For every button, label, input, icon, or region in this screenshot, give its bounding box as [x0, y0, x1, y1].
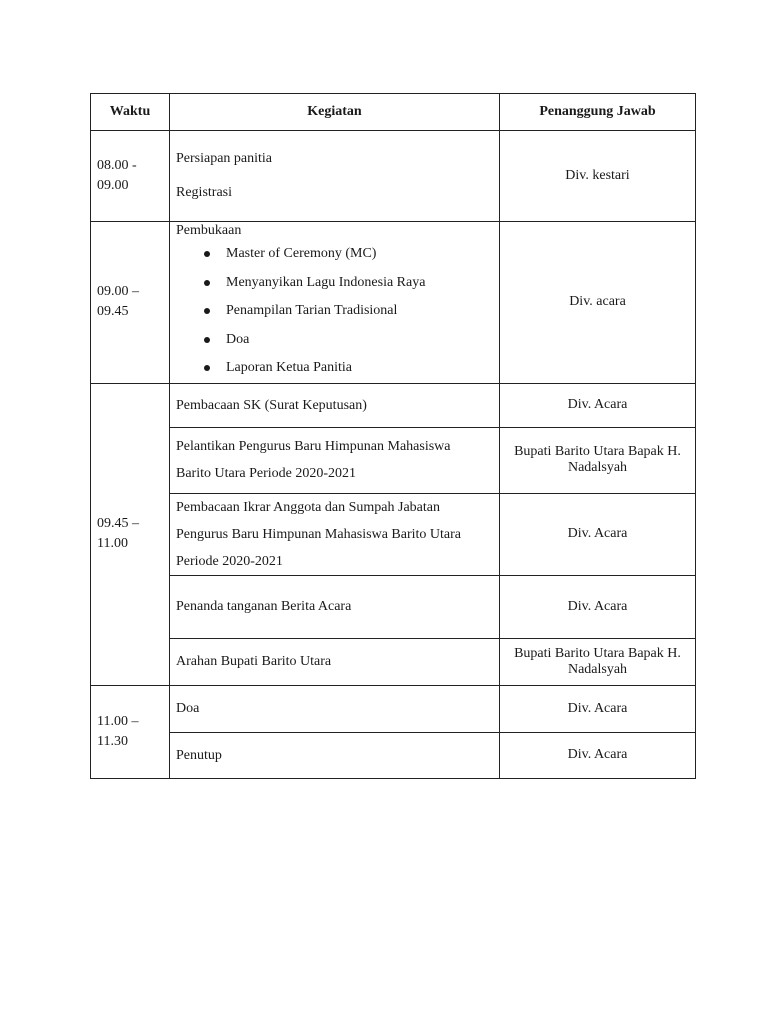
time-start: 08.00 - — [97, 158, 137, 173]
time-cell — [91, 131, 170, 222]
bullet-icon — [204, 251, 210, 257]
activity-cell — [170, 685, 500, 732]
activity-cell — [170, 427, 500, 493]
activity-cell — [170, 383, 500, 427]
activity-text: Persiapan panitia — [176, 151, 273, 166]
list-item: Penampilan Tarian Tradisional — [226, 297, 499, 326]
pic-text: Div. acara — [569, 294, 626, 310]
activity-cell — [170, 222, 500, 384]
activity-cell — [170, 493, 500, 575]
activity-list — [176, 240, 499, 383]
pic-text: Div. Acara — [567, 700, 628, 716]
pic-text: Nadalsyah — [567, 459, 628, 475]
pic-cell — [500, 638, 696, 685]
time-cell — [91, 222, 170, 384]
activity-text: Pengurus Baru Himpunan Mahasiswa Barito Utara — [176, 526, 461, 542]
table-row — [91, 383, 696, 427]
activity-text: Penutup — [176, 747, 222, 763]
pic-text: Nadalsyah — [567, 661, 628, 677]
activity-text: Pelantikan Pengurus Baru Himpunan Mahasiswa — [176, 439, 451, 454]
activity-cell — [170, 131, 500, 222]
pic-text: Div. Acara — [567, 747, 628, 762]
pic-text: Div. Acara — [567, 397, 628, 412]
table-row — [91, 638, 696, 685]
table-row — [91, 685, 696, 732]
pic-text: Bupati Barito Utara Bapak H. — [514, 443, 681, 459]
time-cell — [91, 685, 170, 778]
header-kegiatan: Kegiatan — [170, 94, 500, 131]
pic-cell — [500, 222, 696, 384]
time-cell — [91, 383, 170, 685]
pic-cell — [500, 383, 696, 427]
activity-cell — [170, 575, 500, 638]
pic-cell — [500, 685, 696, 732]
table-row — [91, 222, 696, 384]
time-end: 09.45 — [97, 304, 129, 320]
list-item: Master of Ceremony (MC) — [226, 240, 499, 269]
table-row — [91, 131, 696, 222]
activity-text: Barito Utara Periode 2020-2021 — [176, 466, 357, 481]
pic-cell — [500, 131, 696, 222]
pic-cell — [500, 732, 696, 778]
activity-text: Registrasi — [176, 185, 232, 200]
activity-text: Periode 2020-2021 — [176, 553, 283, 569]
table-row — [91, 427, 696, 493]
pic-cell — [500, 493, 696, 575]
bullet-icon — [204, 308, 210, 314]
pic-cell — [500, 427, 696, 493]
pic-text: Div. Acara — [567, 526, 628, 541]
table-row — [91, 732, 696, 778]
time-start: 11.00 – — [97, 713, 139, 729]
activity-text: Pembacaan Ikrar Anggota dan Sumpah Jabatan — [176, 499, 440, 515]
bullet-icon — [204, 365, 210, 371]
header-waktu: Waktu — [91, 94, 170, 131]
pic-text: Bupati Barito Utara Bapak H. — [514, 645, 681, 661]
pic-text: Div. Acara — [567, 598, 628, 614]
bullet-icon — [204, 280, 210, 286]
time-start: 09.45 – — [97, 516, 139, 531]
activity-text: Penanda tanganan Berita Acara — [176, 599, 352, 614]
activity-text: Pembacaan SK (Surat Keputusan) — [176, 397, 367, 413]
activity-text: Pembukaan — [176, 223, 242, 238]
schedule-table — [90, 93, 696, 779]
pic-text: Div. kestari — [565, 168, 630, 183]
time-end: 09.00 — [97, 178, 129, 193]
header-penanggung-jawab: Penanggung Jawab — [500, 94, 696, 131]
time-start: 09.00 – — [97, 284, 139, 300]
header-row — [91, 94, 696, 131]
activity-cell — [170, 638, 500, 685]
activity-cell — [170, 732, 500, 778]
time-end: 11.30 — [97, 733, 128, 749]
time-end: 11.00 — [97, 536, 128, 551]
list-item: Laporan Ketua Panitia — [226, 354, 499, 383]
list-item: Doa — [226, 326, 499, 355]
table-row — [91, 493, 696, 575]
pic-cell — [500, 575, 696, 638]
list-item: Menyanyikan Lagu Indonesia Raya — [226, 269, 499, 298]
bullet-icon — [204, 337, 210, 343]
table-row — [91, 575, 696, 638]
activity-text: Doa — [176, 701, 200, 716]
activity-text: Arahan Bupati Barito Utara — [176, 654, 332, 669]
